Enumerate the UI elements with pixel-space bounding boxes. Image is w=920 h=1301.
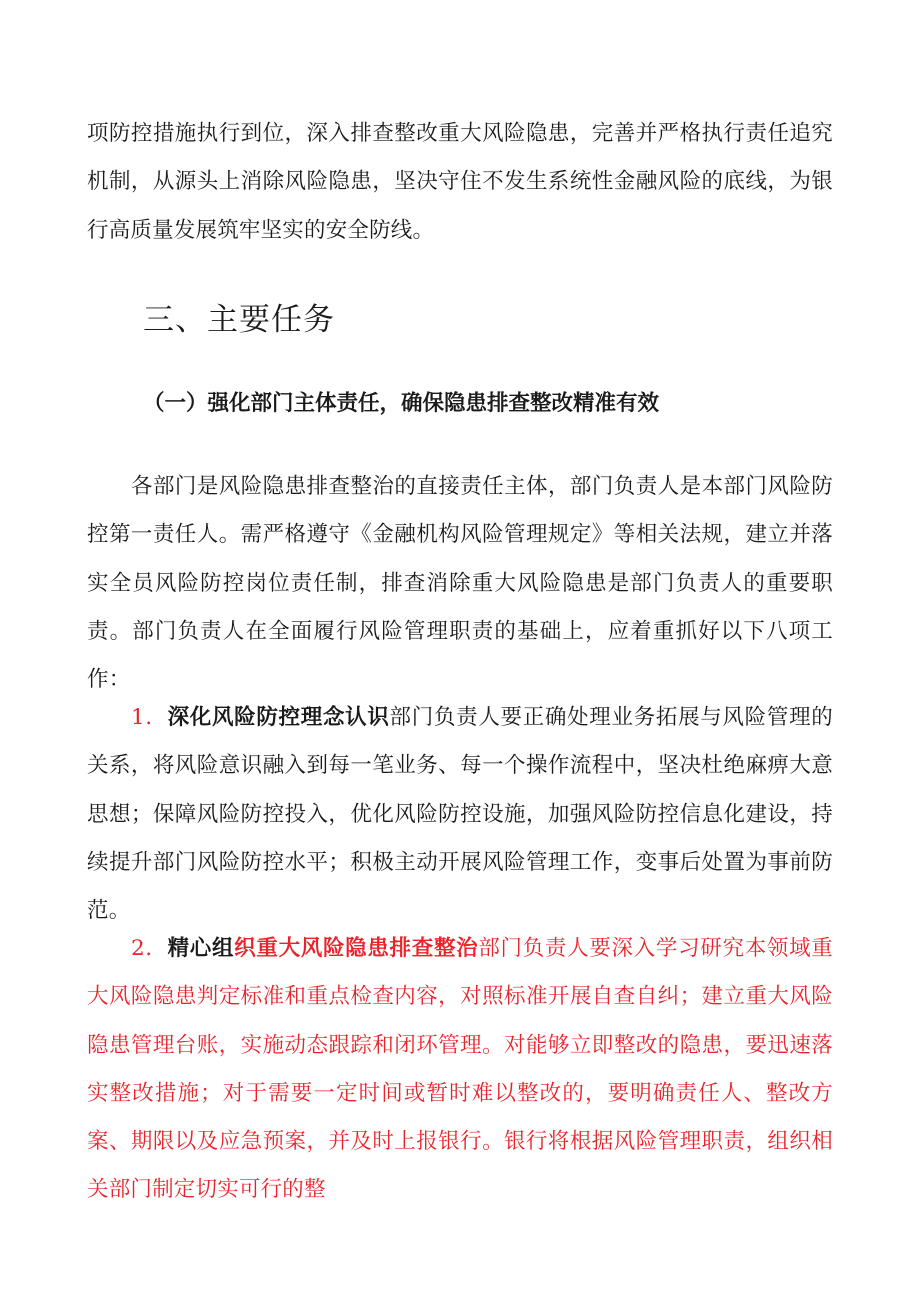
item-number: 2． <box>131 936 168 961</box>
item-text: 部门负责人要正确处理业务拓展与风险管理的关系，将风险意识融入到每一笔业务、每一个操作流程中，坚决杜绝麻痹大意思想；保障风险防控投入，优化风险防控设施，加强风险防控信息化建设，持续提升部门风险防控水平；积极主动开展风险管理工作，变事后处置为事前防范。 <box>87 705 833 924</box>
section-heading: 三、主要任务 <box>143 302 335 338</box>
intro-paragraph: 项防控措施执行到位，深入排查整改重大风险隐患，完善并严格执行责任追究机制，从源头上消除风险隐患，坚决守住不发生系统性金融风险的底线，为银行高质量发展筑牢坚实的安全防线。 <box>87 121 833 243</box>
item-lead-red: 织重大风险隐患排查整治 <box>234 936 479 961</box>
list-item-1 <box>87 694 833 935</box>
item-text: 部门负责人要深入学习研究本领域重大风险隐患判定标准和重点检查内容，对照标准开展自查自纠；建立重大风险隐患管理台账，实施动态跟踪和闭环管理。对能够立即整改的隐患，要迅速落实整改措施；对于需要一定时间或暂时难以整改的，要明确责任人、整改方案、期限以及应急预案，并及时上报银行。银行将根据风险管理职责，组织相关部门制定切实可行的整 <box>87 936 833 1203</box>
subsection-heading: （一）强化部门主体责任，确保隐患排查整改精准有效 <box>143 391 660 416</box>
item-number: 1． <box>131 705 168 730</box>
body-paragraph: 各部门是风险隐患排查整治的直接责任主体，部门负责人是本部门风险防控第一责任人。需严格遵守《金融机构风险管理规定》等相关法规，建立并落实全员风险防控岗位责任制，排查消除重大风险隐患是部门负责人的重要职责。部门负责人在全面履行风险管理职责的基础上，应着重抓好以下八项工作： <box>87 474 833 693</box>
item-lead: 深化风险防控理念认识 <box>167 705 390 730</box>
list-item-2 <box>87 925 833 1215</box>
item-lead-black: 精心组 <box>167 936 235 961</box>
